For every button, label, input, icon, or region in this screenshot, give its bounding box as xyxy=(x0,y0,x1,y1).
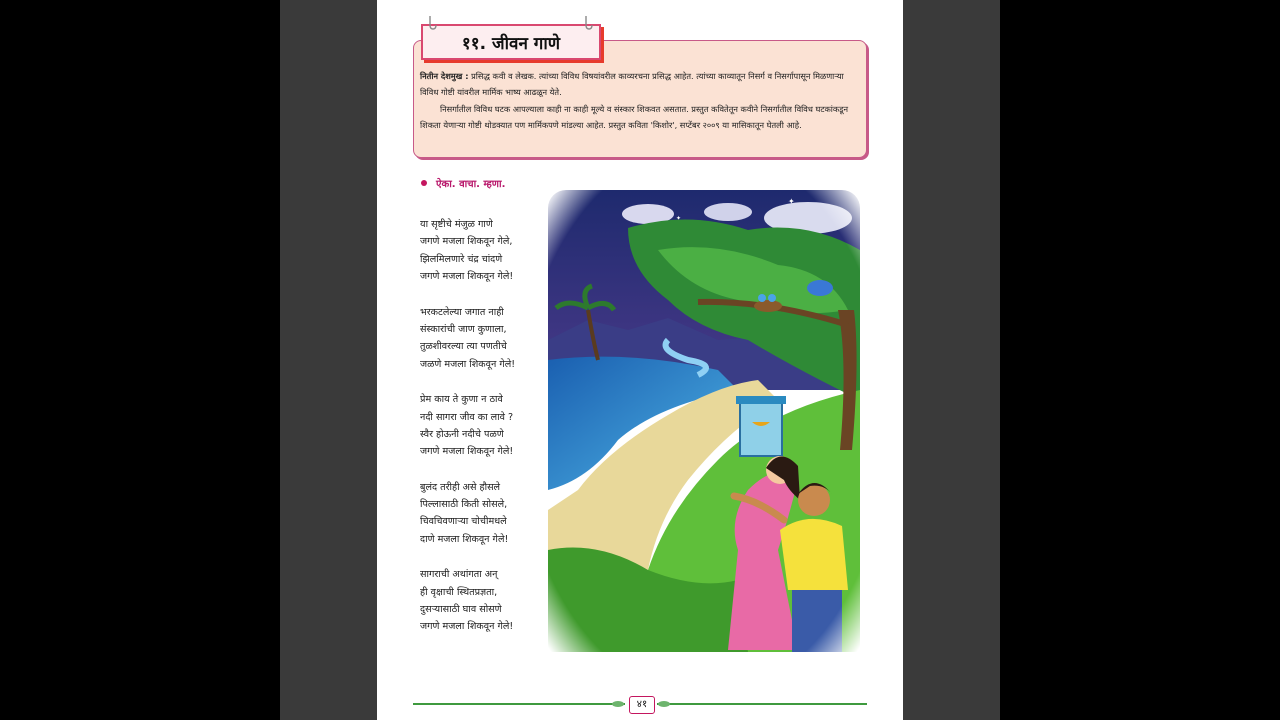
footer-rule xyxy=(657,703,867,705)
poem-line: चिवचिवणाऱ्या चोचीमधले xyxy=(420,516,507,528)
poem-line: नदी सागरा जीव का लावे ? xyxy=(420,411,514,423)
right-margin xyxy=(903,0,1000,720)
poem-line: दुसऱ्यासाठी घाव सोसणे xyxy=(420,604,502,616)
author-bio: प्रसिद्ध कवी व लेखक. त्यांच्या विविध विषयांवरील काव्यरचना प्रसिद्ध आहेत. त्यांच्या काव्यातून निसर्ग व निसर्गापासून मिळणाऱ्या विविध गोष्टी यांवरील मार्मिक भाष्य आढळून येते. xyxy=(420,71,844,98)
poem-stanza xyxy=(420,304,550,374)
author-name: नितीन देशमुख : xyxy=(420,71,469,81)
poem-line: दाणे मजला शिकवून गेले! xyxy=(420,533,509,545)
poem-stanza xyxy=(420,391,550,461)
footer-rule xyxy=(413,703,625,705)
poem-stanza xyxy=(420,216,550,286)
bullet-icon xyxy=(421,180,427,186)
poem-line: भरकटलेल्या जगात नाही xyxy=(420,306,504,318)
instruction xyxy=(421,176,505,190)
intro-paragraph: निसर्गातील विविध घटक आपल्याला काही ना काही मूल्ये व संस्कार शिकवत असतात. प्रस्तुत कवितेतून कवीने निसर्गातील विविध घटकांकडून शिकता येणाऱ्या गोष्टी थोडक्यात पण मार्मिकपणे मांडल्या आहेत. प्रस्तुत कविता 'किशोर', सप्टेंबर २००९ या मासिकातून घेतली आहे. xyxy=(420,103,849,131)
hook-icon xyxy=(427,16,437,30)
poem-line: जगणे मजला शिकवून गेले! xyxy=(420,621,514,633)
intro-text xyxy=(420,68,864,134)
hook-icon xyxy=(583,16,593,30)
leaf-ornament-icon xyxy=(611,699,625,709)
nature-illustration xyxy=(548,190,860,652)
poem-line: स्वैर होऊनी नदीचे पळणे xyxy=(420,428,504,440)
instruction-text: ऐका. वाचा. म्हणा. xyxy=(436,179,506,190)
poem-line: बुलंद तरीही असे हौसले xyxy=(420,481,501,493)
leaf-ornament-icon xyxy=(657,699,671,709)
poem-stanza xyxy=(420,566,550,636)
page-number: ४१ xyxy=(629,696,655,714)
poem-stanza xyxy=(420,479,550,549)
poem-line: झिलमिलणारे चंद्र चांदणे xyxy=(420,253,503,265)
textbook-page xyxy=(377,0,903,720)
poem-line: जगणे मजला शिकवून गेले, xyxy=(420,236,513,248)
poem-line: जगणे मजला शिकवून गेले! xyxy=(420,446,514,458)
poem-line: जगणे मजला शिकवून गेले! xyxy=(420,271,514,283)
poem-line: संस्कारांची जाण कुणाला, xyxy=(420,323,507,335)
poem-line: या सृष्टीचे मंजुळ गाणे xyxy=(420,219,493,230)
poem-line: पिल्लासाठी किती सोसले, xyxy=(420,499,508,511)
chapter-title: ११. जीवन गाणे xyxy=(421,24,601,60)
poem-line: जळणे मजला शिकवून गेले! xyxy=(420,358,516,370)
poem xyxy=(420,216,550,654)
poem-line: तुळशीवरल्या त्या पणतीचे xyxy=(420,341,507,353)
poem-line: सागराची अथांगता अन् xyxy=(420,569,498,581)
poem-line: प्रेम काय ते कुणा न ठावे xyxy=(420,394,503,406)
left-margin xyxy=(280,0,377,720)
poem-line: ही वृक्षाची स्थितप्रज्ञता, xyxy=(420,586,498,598)
